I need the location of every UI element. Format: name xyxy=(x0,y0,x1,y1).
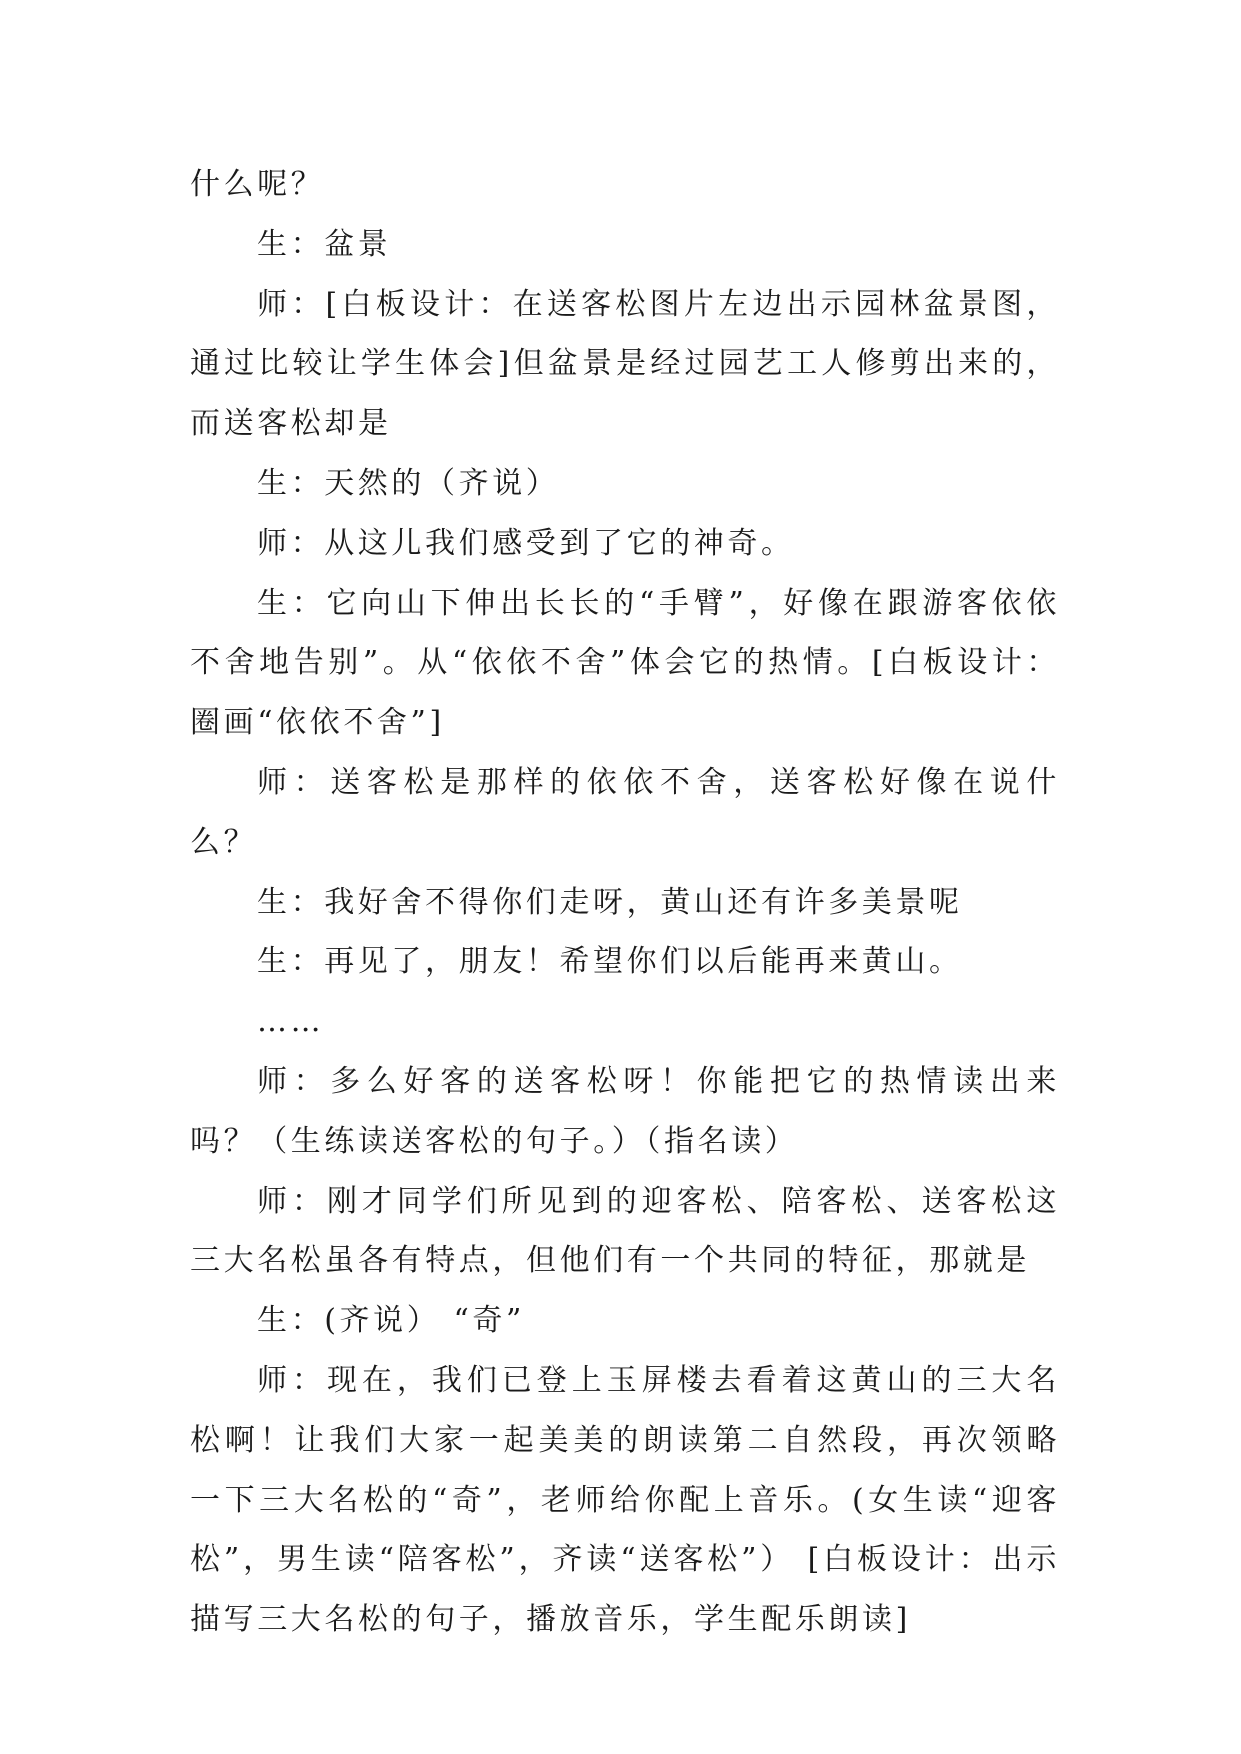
paragraph: 生：它向山下伸出长长的“手臂”，好像在跟游客依依不舍地告别”。从“依依不舍”体会它的热情。[白板设计：圈画“依依不舍”] xyxy=(190,585,1060,741)
paragraph: 生：再见了，朋友！希望你们以后能再来黄山。 xyxy=(257,944,963,980)
paragraph: 师：[白板设计：在送客松图片左边出示园林盆景图，通过比较让学生体会]但盆景是经过园艺工人修剪出来的，而送客松却是 xyxy=(190,286,1060,442)
document-body xyxy=(190,155,1060,1650)
paragraph: 生：(齐说） “奇” xyxy=(257,1303,525,1339)
paragraph: 什么呢？ xyxy=(190,167,325,202)
paragraph: 生：盆景 xyxy=(257,226,392,262)
paragraph: 生：天然的（齐说） xyxy=(257,465,560,501)
paragraph: 师：刚才同学们所见到的迎客松、陪客松、送客松这三大名松虽各有特点，但他们有一个共同的特征，那就是 xyxy=(190,1183,1060,1279)
paragraph: 师：从这儿我们感受到了它的神奇。 xyxy=(257,525,795,561)
paragraph: 师：送客松是那样的依依不舍，送客松好像在说什么？ xyxy=(190,764,1060,860)
paragraph: 师：现在，我们已登上玉屏楼去看着这黄山的三大名松啊！让我们大家一起美美的朗读第二自然段，再次领略一下三大名松的“奇”，老师给你配上音乐。(女生读“迎客松”，男生读“陪客松”，齐读“送客松”） [白板设计：出示描写三大名松的句子，播放音乐，学生配乐朗读] xyxy=(190,1362,1060,1638)
paragraph: 生：我好舍不得你们走呀，黄山还有许多美景呢 xyxy=(257,884,963,920)
ellipsis-line: …… xyxy=(257,1004,325,1040)
paragraph: 师：多么好客的送客松呀！你能把它的热情读出来吗？（生练读送客松的句子。）（指名读） xyxy=(190,1063,1060,1159)
